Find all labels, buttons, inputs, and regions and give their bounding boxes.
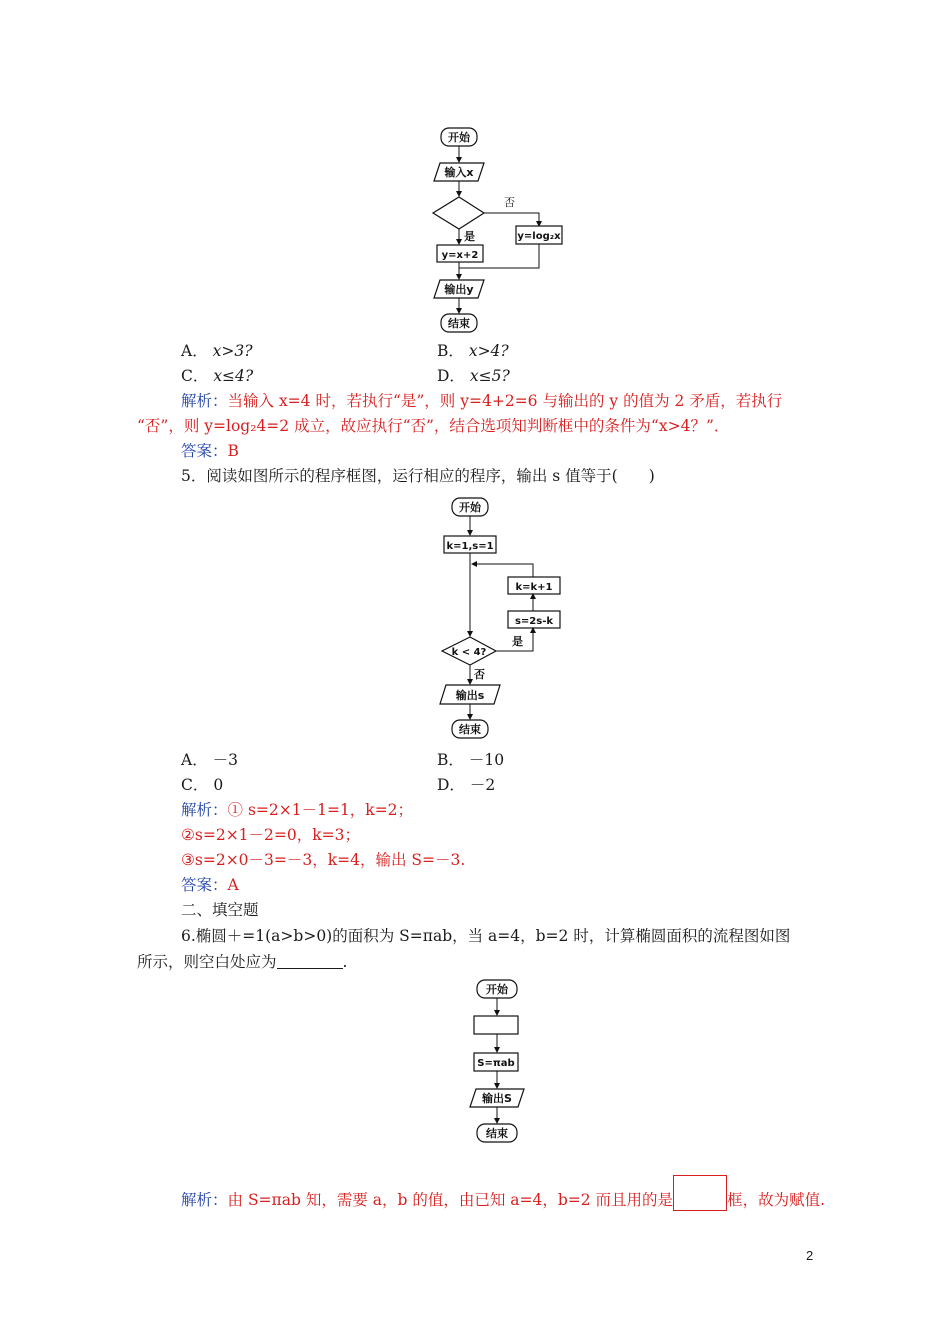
q5-answer-value: A	[227, 876, 239, 894]
q4-analysis-line1: 解析：当输入 x=4 时，若执行“是”，则 y=4+2=6 与输出的 y 的值为 2 矛盾，若执行	[181, 392, 783, 410]
q4-option-c: C． x≤4?	[181, 367, 254, 385]
q5-analysis-step2: ②s=2×1－2=0，k=3；	[181, 826, 360, 844]
flow2-update-label: s=2s-k	[514, 616, 554, 627]
flow2-no-label: 否	[474, 668, 485, 681]
q5-analysis-label: 解析：	[181, 801, 228, 819]
flow1-log-label: y=log₂x	[517, 231, 561, 242]
q5-answer-label: 答案：	[181, 876, 228, 894]
flowchart-1	[420, 124, 580, 336]
flow2-yes-label: 是	[512, 635, 523, 648]
flow1-input-label: 输入x	[444, 166, 474, 179]
flow2-end-label: 结束	[459, 723, 481, 736]
q5-question: 5．阅读如图所示的程序框图，运行相应的程序，输出 s 值等于( )	[181, 467, 655, 485]
q5-option-c: C． 0	[181, 776, 224, 794]
section-title-fill-in: 二、填空题	[181, 901, 259, 919]
flow1-output-label: 输出y	[444, 283, 474, 296]
q4-analysis-label: 解析：	[181, 392, 228, 410]
q5-analysis-step3: ③s=2×0－3=－3，k=4，输出 S=－3.	[181, 851, 466, 869]
flow3-start-label: 开始	[486, 983, 508, 996]
q6-analysis-label: 解析：	[181, 1191, 228, 1209]
q4-answer-value: B	[227, 442, 239, 460]
q5-option-b: B． －10	[437, 751, 505, 769]
flowchart-2	[432, 494, 572, 744]
q4-option-b: B． x>4?	[437, 342, 509, 360]
flow2-start-label: 开始	[459, 501, 481, 514]
flow2-output-label: 输出s	[455, 689, 485, 702]
flow2-incr-label: k=k+1	[515, 582, 553, 593]
q6-blank	[277, 954, 343, 969]
q5-option-d: D． －2	[437, 776, 496, 794]
flow1-yes-label: 是	[464, 230, 475, 243]
q5-option-a: A． －3	[181, 751, 239, 769]
flow1-no-label: 否	[504, 196, 515, 209]
flow2-cond-label: k < 4?	[451, 647, 487, 658]
q6-question-line1: 6.椭圆＋=1(a>b>0)的面积为 S=πab，当 a=4，b=2 时，计算椭圆面积的流程图如图	[181, 927, 791, 945]
flow2-init-label: k=1,s=1	[446, 541, 494, 552]
page-number: 2	[806, 1248, 814, 1263]
flow3-formula-label: S=πab	[477, 1058, 515, 1069]
q6-question-line2: 所示，则空白处应为 .	[137, 953, 348, 971]
q5-analysis-step1: 解析：① s=2×1－1=1，k=2；	[181, 801, 414, 819]
q6-answer-box	[673, 1175, 727, 1211]
q4-answer	[181, 441, 239, 461]
q6-analysis: 解析：由 S=πab 知，需要 a，b 的值，由已知 a=4，b=2 而且用的是 框，故为赋值.	[181, 1175, 825, 1211]
flow3-end-label: 结束	[486, 1127, 508, 1140]
flow1-add-label: y=x+2	[441, 250, 479, 261]
flow1-decision-diamond	[433, 197, 484, 229]
flow3-blank-box	[474, 1016, 518, 1034]
q4-analysis-line2: “否”，则 y=log₂4=2 成立，故应执行“否”，结合选项知判断框中的条件为“x>4？”．	[137, 417, 730, 435]
flow1-end-label: 结束	[448, 317, 470, 330]
q4-option-d: D． x≤5?	[437, 367, 510, 385]
q4-answer-label: 答案：	[181, 442, 228, 460]
flow1-start-label: 开始	[448, 131, 470, 144]
flow3-output-label: 输出S	[482, 1092, 512, 1105]
q4-option-a: A． x>3?	[181, 342, 253, 360]
q5-answer	[181, 875, 239, 895]
flowchart-3	[462, 974, 536, 1146]
